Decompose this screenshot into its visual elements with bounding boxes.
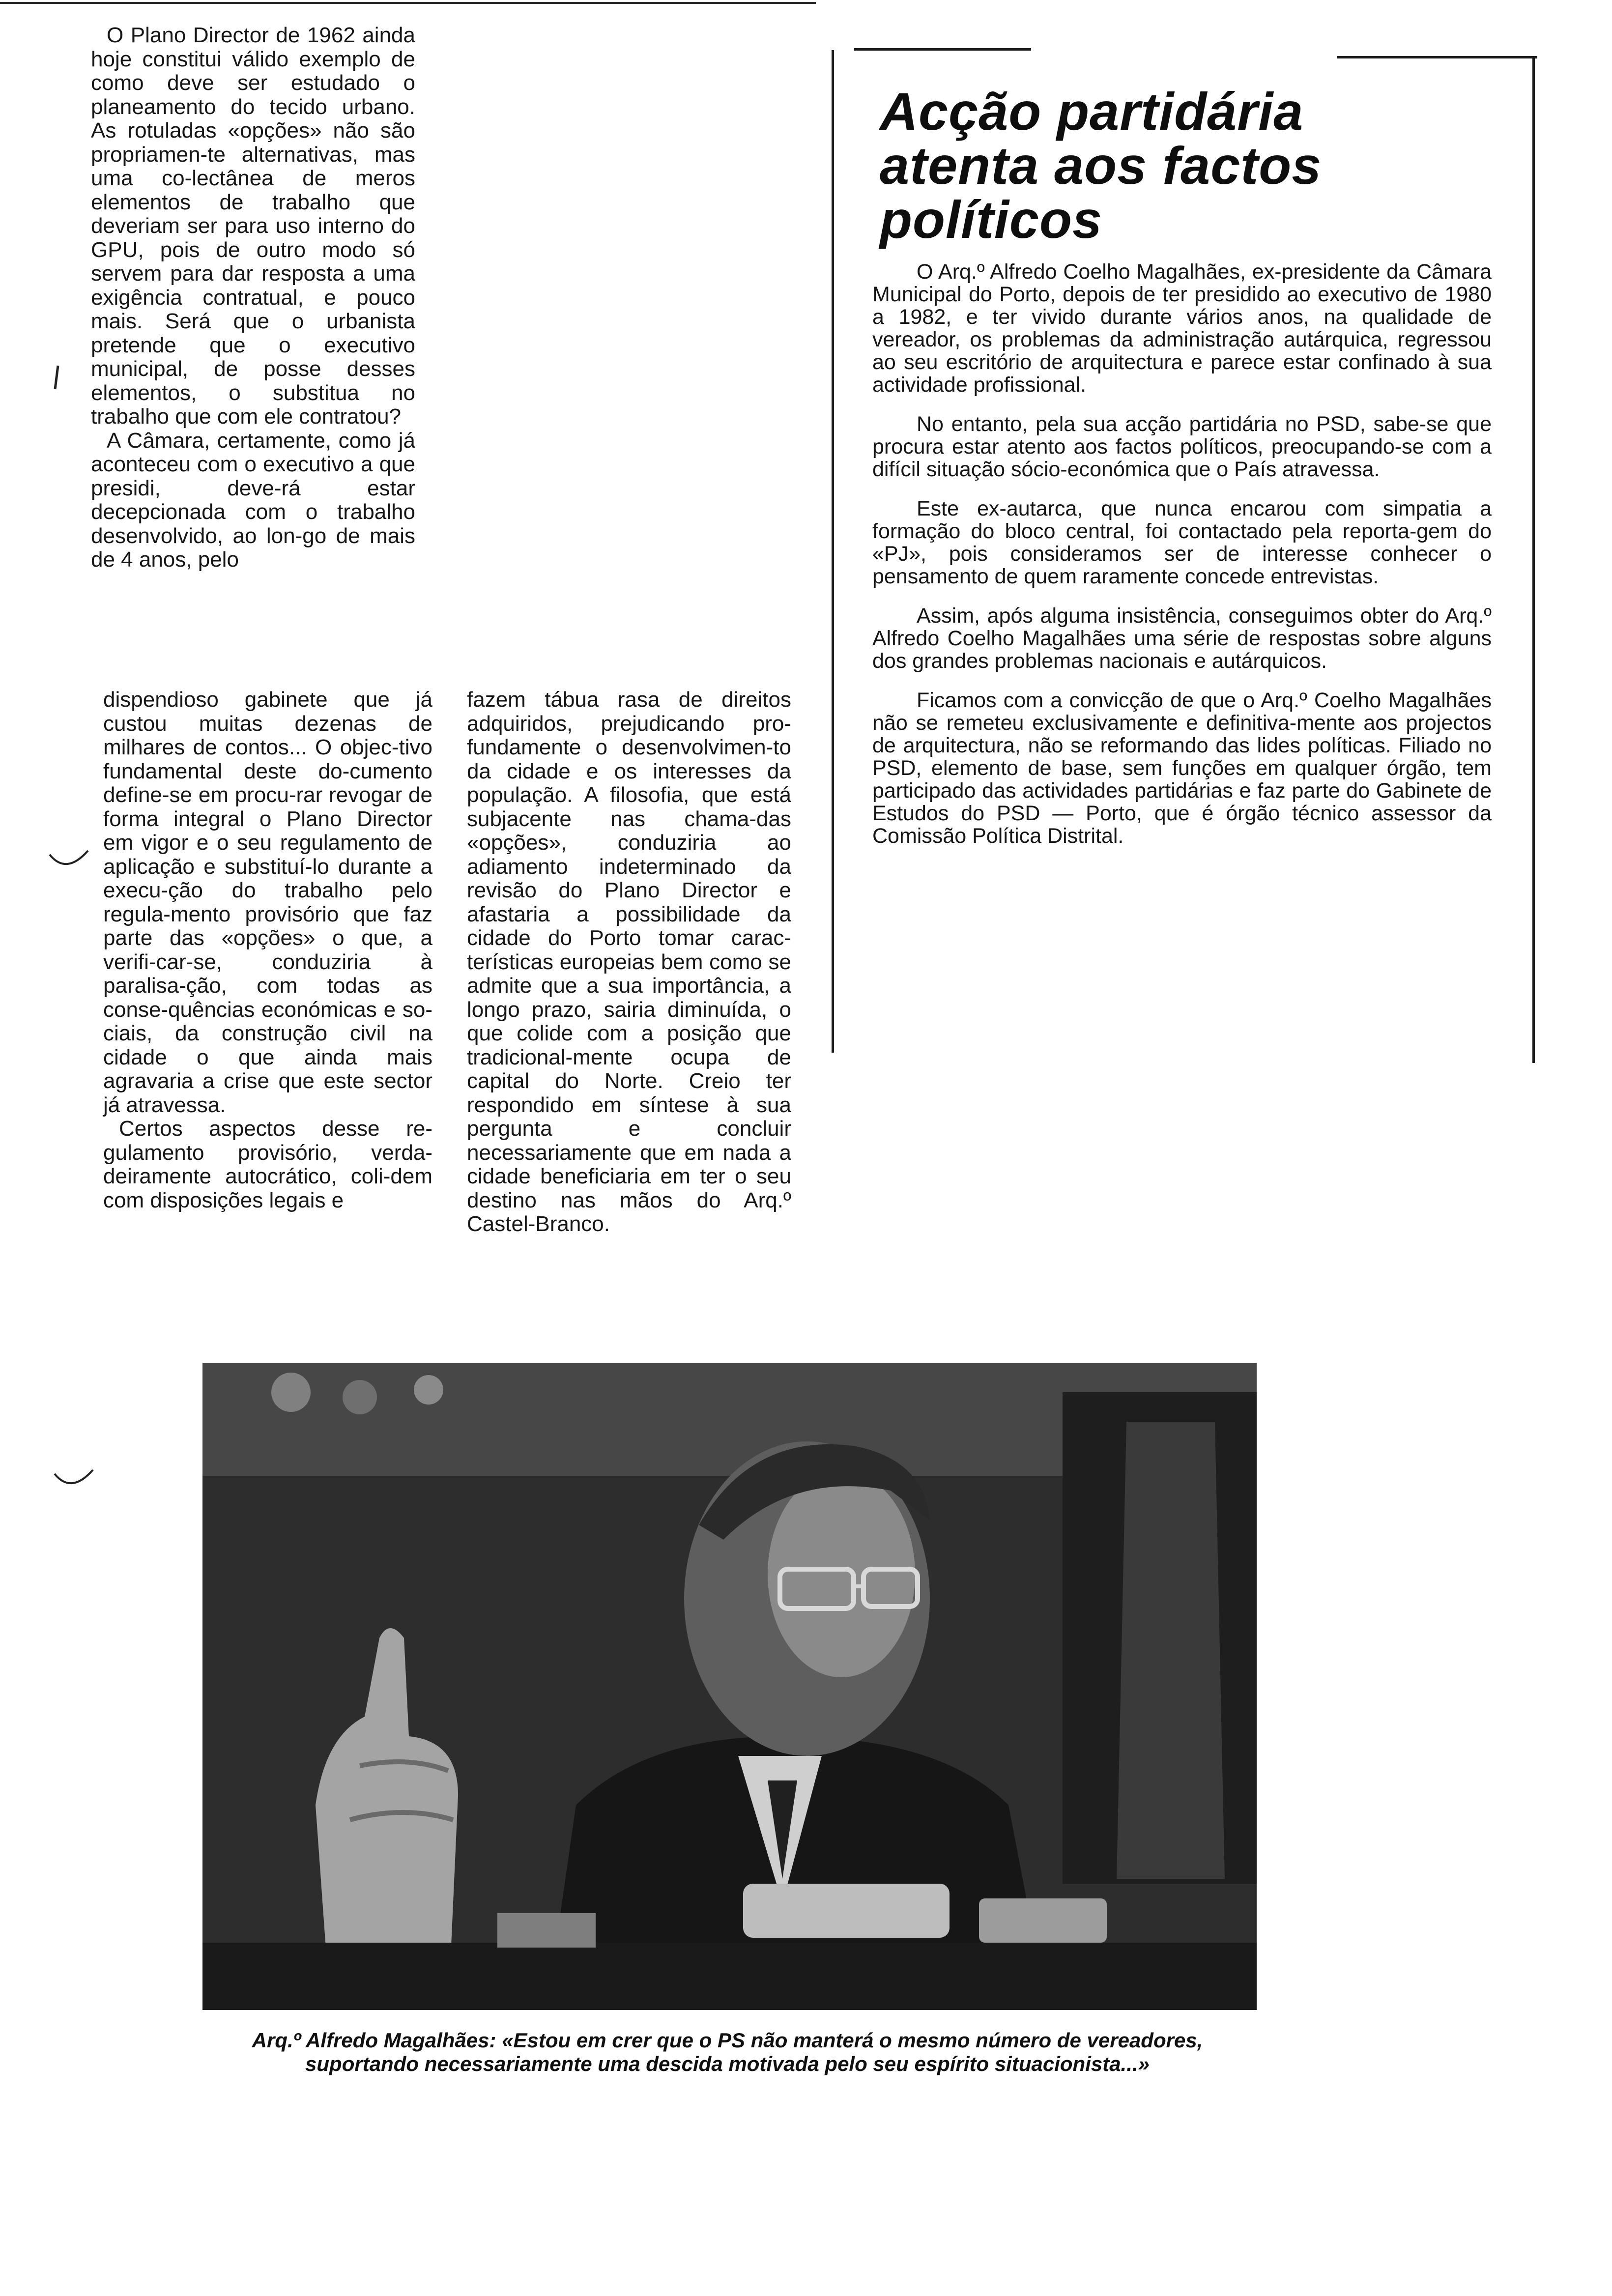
margin-mark (47, 848, 91, 877)
photo-caption (236, 2029, 1219, 2076)
sidebar-paragraph: O Arq.º Alfredo Coelho Magalhães, ex-presidente da Câmara Municipal do Porto, depois de ter presidido ao executivo de 1980 a 1982, e ter vivido durante vários anos, na qualidade de vereador, os problemas da administração autárquica, regressou ao seu escritório de arquitectura e parece estar confinado à sua actividade profissional. (872, 260, 1492, 397)
article-column-1 (91, 24, 415, 572)
article-column-2 (103, 688, 432, 1212)
article-column-3 (467, 688, 791, 1236)
sidebar-headline: Acção partidária atenta aos factos políticos (880, 82, 1322, 249)
top-rule (0, 2, 816, 4)
press-photo (202, 1363, 1257, 2010)
margin-mark (52, 1467, 96, 1496)
sidebar-text (872, 260, 1492, 864)
paragraph: A Câmara, certamente, como já aconteceu com o executivo a que presidi, deve-rá estar decepcionada com o trabalho desenvolvido, ao lon-go de mais de 4 anos, pelo (91, 428, 415, 572)
caption-quote: «Estou em crer que o PS não manterá o mesmo número de vereadores, suportando necessariamente uma descida motivada pelo seu espírito situacionista...» (305, 2029, 1203, 2075)
sidebar-paragraph: Assim, após alguma insistência, conseguimos obter do Arq.º Alfredo Coelho Magalhães uma série de respostas sobre alguns dos grandes problemas nacionais e autárquicos. (872, 604, 1492, 673)
sidebar-top-rule (1337, 56, 1537, 58)
caption-lead: Arq.º Alfredo Magalhães: (252, 2029, 496, 2052)
sidebar-paragraph: Este ex-autarca, que nunca encarou com simpatia a formação do bloco central, foi contactado pela reporta-gem do «PJ», pois consideramos ser de interesse conhecer o pensamento de quem raramente concede entrevistas. (872, 497, 1492, 588)
portrait-illustration (202, 1363, 1257, 2010)
paragraph: O Plano Director de 1962 ainda hoje constitui válido exemplo de como deve ser estudado o planeamento do tecido urbano. As rotuladas «opções» não são propriamen-te alternativas, mas uma co-lectânea de meros elementos de trabalho que deveriam ser para uso interno do GPU, pois de outro modo só servem para dar resposta a uma exigência contratual, e pouco mais. Será que o urbanista pretende que o executivo municipal, de posse desses elementos, o substitua no trabalho que com ele contratou? (91, 23, 415, 429)
sidebar-right-rule (1532, 58, 1535, 1063)
paragraph: fazem tábua rasa de direitos adquiridos, prejudicando pro-fundamente o desenvolvimen-to da cidade e os interesses da população. A filosofia, que está subjacente nas chama-das «opções», conduziria ao adiamento indeterminado da revisão do Plano Director e afastaria a possibilidade da cidade do Porto tomar carac-terísticas europeias bem como se admite que a sua importância, a longo prazo, sairia diminuída, o que colide com a posição que tradicional-mente ocupa de capital do Norte. Creio ter respondido em síntese à sua pergunta e concluir necessariamente que em nada a cidade beneficiaria em ter o seu destino nas mãos do Arq.º Castel-Branco. (467, 688, 791, 1236)
margin-mark (49, 364, 64, 393)
sidebar-paragraph: Ficamos com a convicção de que o Arq.º Coelho Magalhães não se remeteu exclusivamente e definitiva-mente aos projectos de arquitectura, não se reformando das lides políticas. Filiado no PSD, elemento de base, sem funções em qualquer órgão, tem participado das actividades partidárias e faz parte do Gabinete de Estudos do PSD — Porto, que é órgão técnico assessor da Comissão Política Distrital. (872, 689, 1492, 848)
paragraph: Certos aspectos desse re-gulamento provisório, verda-deiramente autocrático, coli-dem com disposições legais e (103, 1117, 432, 1212)
sidebar-top-rule (854, 48, 1031, 51)
paragraph: dispendioso gabinete que já custou muitas dezenas de milhares de contos... O objec-tivo fundamental deste do-cumento define-se em procu-rar revogar de forma integral o Plano Director em vigor e o seu regulamento de aplicação e substituí-lo durante a execu-ção do trabalho pelo regula-mento provisório que faz parte das «opções» o que, a verifi-car-se, conduziria à paralisa-ção, com todas as conse-quências económicas e so-ciais, da construção civil na cidade o que ainda mais agravaria a crise que este sector já atravessa. (103, 688, 432, 1117)
sidebar-paragraph: No entanto, pela sua acção partidária no PSD, sabe-se que procura estar atento aos factos políticos, preocupando-se com a difícil situação sócio-económica que o País atravessa. (872, 412, 1492, 481)
